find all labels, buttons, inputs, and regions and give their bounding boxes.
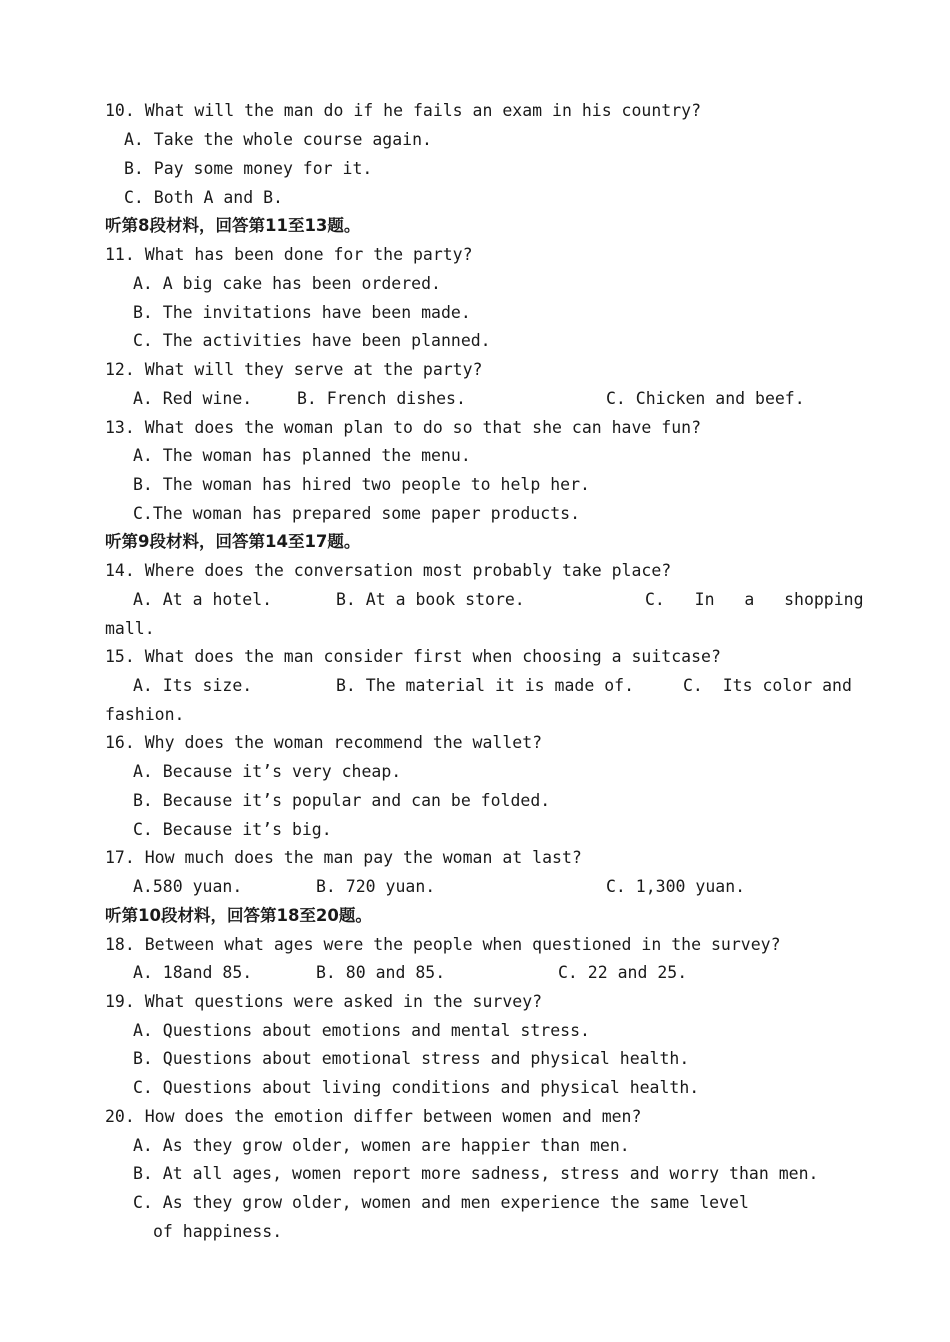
question-17: 17. How much does the man pay the woman at last? — [105, 848, 582, 867]
question-19: 19. What questions were asked in the survey? — [105, 992, 543, 1011]
option-17c: C. 1,300 yuan. — [606, 877, 746, 896]
option-12a: A. Red wine. — [133, 389, 253, 408]
question-10: 10. What will the man do if he fails an exam in his country? — [105, 101, 702, 120]
option-15a: A. Its size. — [133, 676, 253, 695]
section-heading-10: 听第10段材料，回答第18至20题。 — [105, 906, 372, 925]
option-11c: C. The activities have been planned. — [133, 331, 491, 350]
option-17a: A.580 yuan. — [133, 877, 243, 896]
option-10a: A. Take the whole course again. — [124, 130, 432, 149]
question-13: 13. What does the woman plan to do so that she can have fun? — [105, 418, 702, 437]
option-14c-continued: mall. — [105, 619, 155, 638]
option-10c: C. Both A and B. — [124, 188, 283, 207]
option-20a: A. As they grow older, women are happier than men. — [133, 1136, 630, 1155]
question-16: 16. Why does the woman recommend the wallet? — [105, 733, 543, 752]
option-11b: B. The invitations have been made. — [133, 303, 471, 322]
option-14a: A. At a hotel. — [133, 590, 273, 609]
option-14b: B. At a book store. — [336, 590, 525, 609]
question-12: 12. What will they serve at the party? — [105, 360, 483, 379]
question-14: 14. Where does the conversation most probably take place? — [105, 561, 672, 580]
option-15c-continued: fashion. — [105, 705, 185, 724]
option-18a: A. 18and 85. — [133, 963, 253, 982]
option-20c-continued: of happiness. — [153, 1222, 283, 1241]
option-18c: C. 22 and 25. — [558, 963, 688, 982]
option-19b: B. Questions about emotional stress and physical health. — [133, 1049, 690, 1068]
question-15: 15. What does the man consider first when choosing a suitcase? — [105, 647, 721, 666]
option-18b: B. 80 and 85. — [316, 963, 446, 982]
option-10b: B. Pay some money for it. — [124, 159, 373, 178]
option-19a: A. Questions about emotions and mental stress. — [133, 1021, 590, 1040]
section-heading-9: 听第9段材料，回答第14至17题。 — [105, 532, 361, 551]
option-16c: C. Because it’s big. — [133, 820, 332, 839]
option-13b: B. The woman has hired two people to help her. — [133, 475, 590, 494]
option-12b: B. French dishes. — [297, 389, 466, 408]
option-15b: B. The material it is made of. — [336, 676, 635, 695]
option-16a: A. Because it’s very cheap. — [133, 762, 402, 781]
question-18: 18. Between what ages were the people when questioned in the survey? — [105, 935, 781, 954]
option-17b: B. 720 yuan. — [316, 877, 436, 896]
option-20c: C. As they grow older, women and men experience the same level — [133, 1193, 749, 1212]
option-11a: A. A big cake has been ordered. — [133, 274, 441, 293]
option-19c: C. Questions about living conditions and physical health. — [133, 1078, 700, 1097]
section-heading-8: 听第8段材料，回答第11至13题。 — [105, 216, 361, 235]
option-14c: C. In a shopping — [645, 590, 864, 609]
question-11: 11. What has been done for the party? — [105, 245, 473, 264]
option-20b: B. At all ages, women report more sadness, stress and worry than men. — [133, 1164, 819, 1183]
option-16b: B. Because it’s popular and can be folded. — [133, 791, 551, 810]
option-13a: A. The woman has planned the menu. — [133, 446, 471, 465]
option-13c: C.The woman has prepared some paper products. — [133, 504, 581, 523]
option-12c: C. Chicken and beef. — [606, 389, 805, 408]
question-20: 20. How does the emotion differ between women and men? — [105, 1107, 642, 1126]
option-15c: C. Its color and — [683, 676, 852, 695]
